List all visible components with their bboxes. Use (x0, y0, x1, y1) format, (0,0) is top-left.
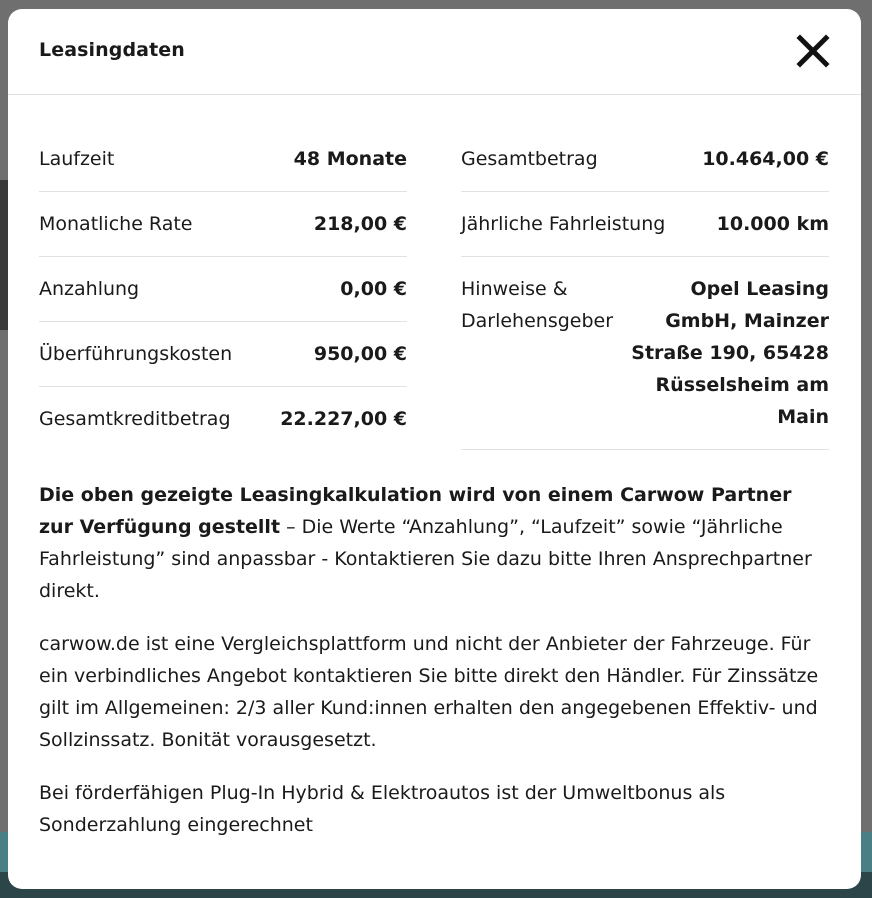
detail-label: Gesamtbetrag (461, 148, 598, 170)
detail-value: 22.227,00 € (280, 408, 407, 430)
platform-notice: carwow.de ist eine Vergleichsplattform und nicht der Anbieter der Fahrzeuge. Für ein verbindliches Angebot kontaktieren Sie bitte direkt den Händler. Für Zinssätze gilt im Allgemeinen: 2/3 aller Kund:innen erhalten den angegebenen Effektiv- und Sollzinssatz. Bonität vorausgesetzt. (39, 633, 819, 751)
detail-label: Laufzeit (39, 148, 115, 170)
umweltbonus-notice: Bei förderfähigen Plug-In Hybrid & Elektroautos ist der Umweltbonus als Sonderzahlung eingerechnet (39, 782, 726, 836)
detail-value: 10.464,00 € (702, 148, 829, 170)
close-icon (795, 33, 831, 69)
detail-value: 218,00 € (313, 213, 407, 235)
disclaimer-paragraph (39, 479, 829, 607)
disclaimer-text: – Die Werte “Anzahlung”, “Laufzeit” sowie “Jährliche Fahrleistung” sind anpassbar - Kontaktieren Sie dazu bitte Ihren Ansprechpartner direkt. (39, 516, 812, 602)
dialog-title: Leasingdaten (39, 39, 185, 61)
leasing-details-left (39, 127, 407, 451)
close-button[interactable] (795, 33, 831, 69)
detail-value: 10.000 km (716, 213, 829, 235)
detail-label: Monatliche Rate (39, 213, 193, 235)
detail-value: Opel Leasing GmbH, Mainzer Straße 190, 65428 Rüsselsheim am Main (631, 278, 829, 428)
detail-row-gesamtbetrag (461, 127, 829, 192)
detail-label: Überführungskosten (39, 343, 233, 365)
detail-label: Hinweise & Darlehensgeber (461, 278, 614, 332)
detail-value: 950,00 € (313, 343, 407, 365)
detail-row-laufzeit (39, 127, 407, 192)
detail-value: 0,00 € (340, 278, 407, 300)
detail-label: Jährliche Fahrleistung (461, 213, 666, 235)
leasing-data-dialog (8, 9, 861, 889)
detail-row-jaehrliche-fahrleistung (461, 192, 829, 257)
detail-row-darlehensgeber (461, 257, 829, 450)
detail-row-gesamtkreditbetrag (39, 387, 407, 451)
disclaimer-bold: Die oben gezeigte Leasingkalkulation wird von einem Carwow Partner zur Verfügung gestellt (39, 484, 792, 538)
detail-label: Gesamtkreditbetrag (39, 408, 231, 430)
leasing-details-right (461, 127, 829, 450)
detail-row-anzahlung (39, 257, 407, 322)
detail-row-monatliche-rate (39, 192, 407, 257)
detail-label: Anzahlung (39, 278, 140, 300)
detail-value: 48 Monate (293, 148, 407, 170)
dialog-header (8, 9, 861, 95)
leasing-disclaimer (39, 479, 829, 862)
detail-row-ueberfuehrungskosten (39, 322, 407, 387)
